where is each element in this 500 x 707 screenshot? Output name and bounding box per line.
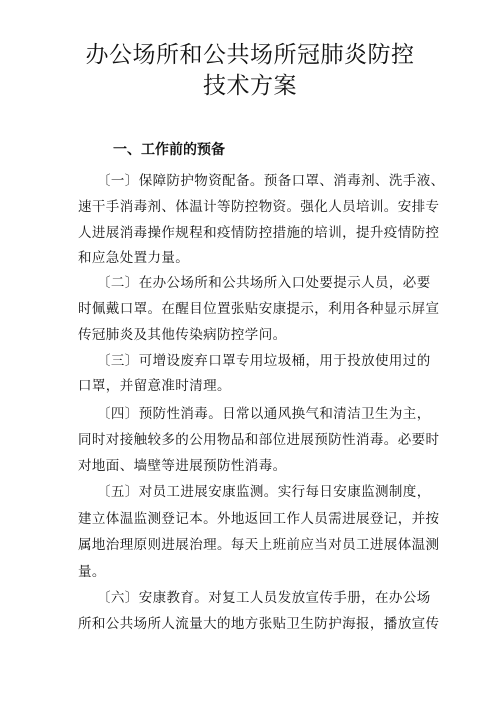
paragraph-3-line-1: 〔三〕可增设废弃口罩专用垃圾桶，用于投放使用过的	[97, 353, 431, 369]
document-title-line-1: 办公场所和公共场所冠肺炎防控	[85, 42, 415, 68]
paragraph-2-line-2: 时佩戴口罩。在醒目位置张贴安康提示，利用各种显示屏宣	[78, 301, 440, 317]
section-heading: 一、工作前的预备	[113, 142, 225, 158]
paragraph-1-line-3: 人进展消毒操作规程和疫情防控措施的培训，提升疫情防控	[78, 225, 440, 241]
paragraph-1-line-4: 和应急处置力量。	[78, 250, 190, 266]
paragraph-1-line-1: 〔一〕保障防护物资配备。预备口罩、消毒剂、洗手液、	[97, 173, 445, 189]
paragraph-2-line-1: 〔二〕在办公场所和公共场所入口处要提示人员，必要	[97, 275, 431, 291]
document-title-line-2: 技术方案	[203, 73, 297, 99]
paragraph-3-line-2: 口罩，并留意准时清理。	[78, 378, 231, 394]
paragraph-2-line-3: 传冠肺炎及其他传染病防控学问。	[78, 327, 287, 343]
paragraph-1-line-2: 速干手消毒剂、体温计等防控物资。强化人员培训。安排专	[78, 199, 440, 215]
paragraph-4-line-1: 〔四〕预防性消毒。日常以通风换气和清洁卫生为主，	[97, 406, 431, 422]
paragraph-6-line-1: 〔六〕安康教育。对复工人员发放宣传手册，在办公场	[97, 590, 431, 606]
paragraph-5-line-2: 建立体温监测登记本。外地返回工作人员需进展登记，并按	[78, 511, 440, 527]
paragraph-5-line-4: 量。	[78, 564, 106, 580]
paragraph-5-line-1: 〔五〕对员工进展安康监测。实行每日安康监测制度，	[97, 484, 431, 500]
paragraph-4-line-3: 对地面、墙壁等进展预防性消毒。	[78, 458, 287, 474]
paragraph-4-line-2: 同时对接触较多的公用物品和部位进展预防性消毒。必要时	[78, 432, 440, 448]
paragraph-6-line-2: 所和公共场所人流量大的地方张贴卫生防护海报，播放宣传	[78, 616, 440, 632]
paragraph-5-line-3: 属地治理原则进展治理。每天上班前应当对员工进展体温测	[78, 537, 440, 553]
